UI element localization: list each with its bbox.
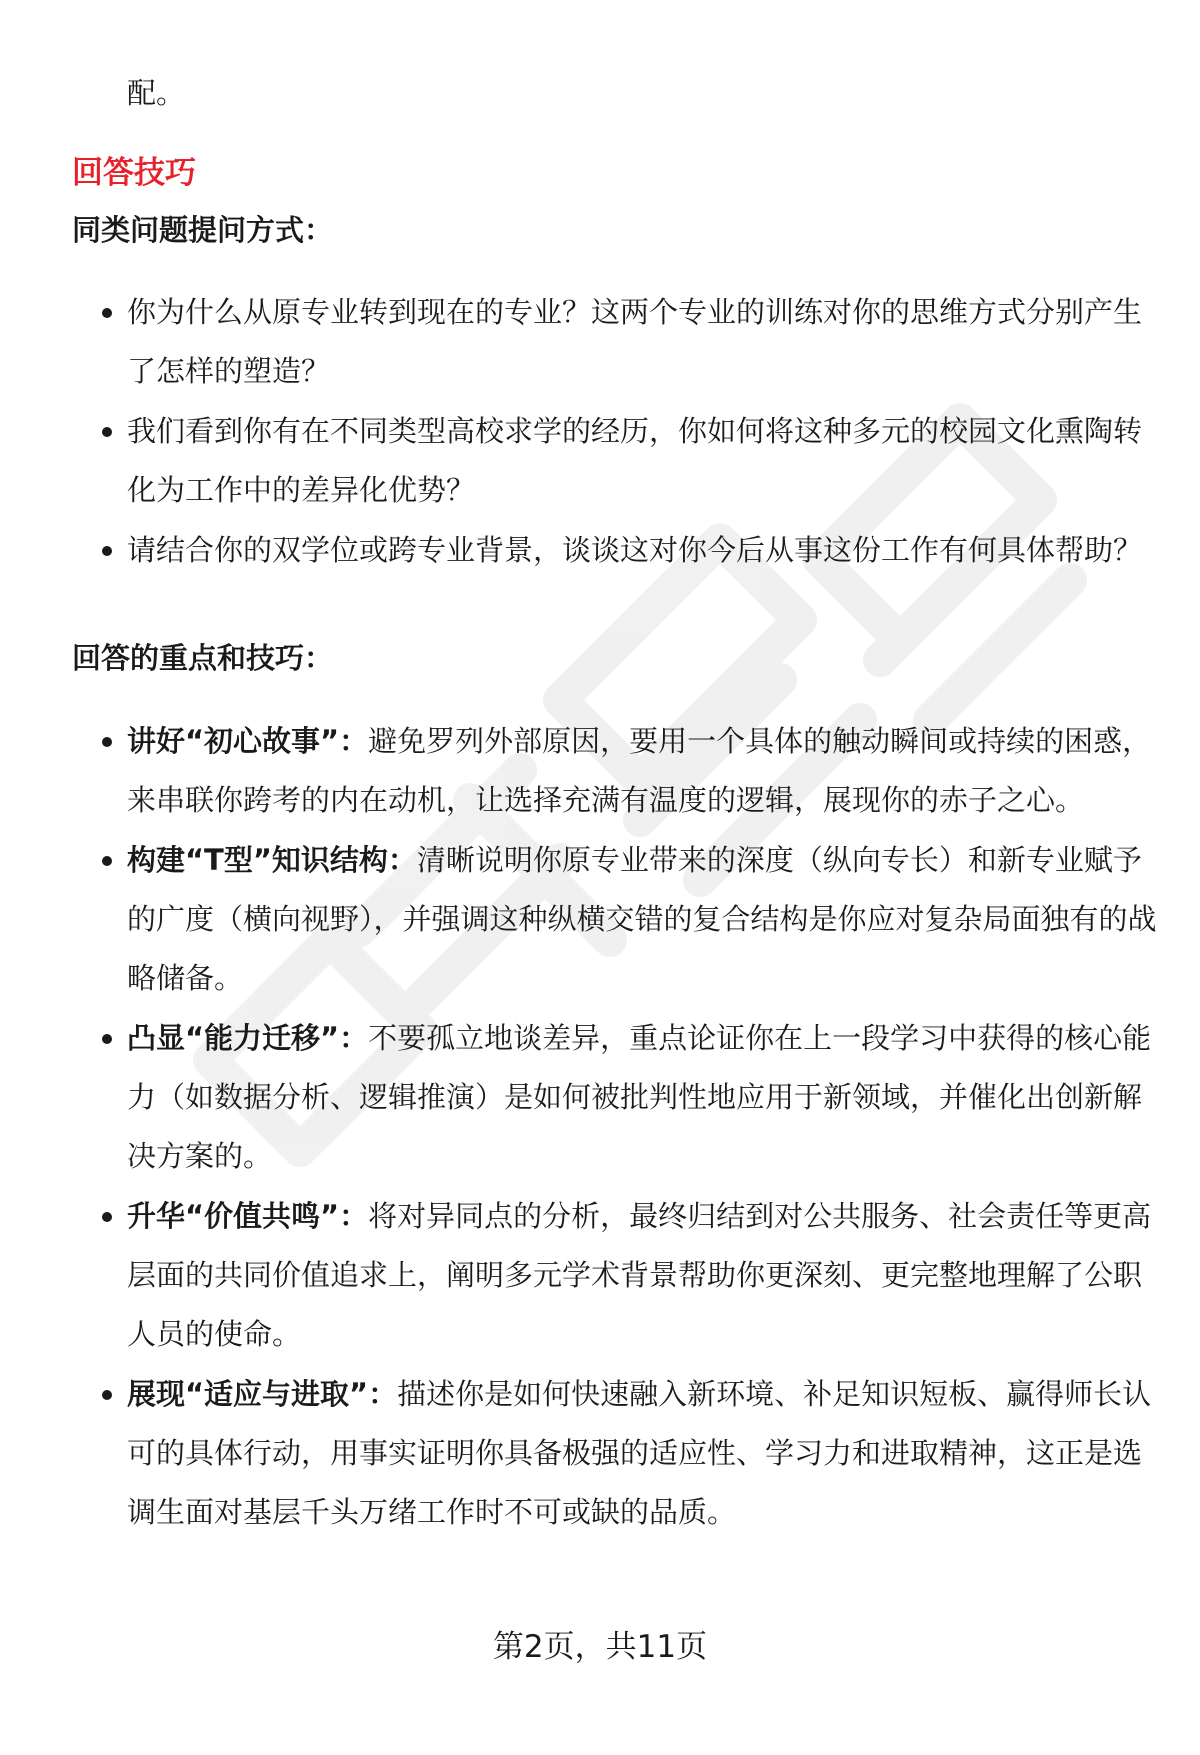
question-text: 你为什么从原专业转到现在的专业？这两个专业的训练对你的思维方式分别产生了怎样的塑造？ [127, 295, 1143, 388]
continuation-text: 配。 [127, 76, 186, 110]
list-item [72, 831, 1162, 1008]
list-item [72, 712, 1162, 830]
bullet-icon [102, 427, 112, 437]
tip-keyword: 展现“适应与进取”： [127, 1377, 398, 1411]
question-text: 请结合你的双学位或跨专业背景，谈谈这对你今后从事这份工作有何具体帮助？ [127, 533, 1143, 567]
tip-keyword: 凸显“能力迁移”： [127, 1021, 369, 1055]
list-item [72, 402, 1162, 520]
tip-keyword: 构建“T型”知识结构： [127, 843, 417, 877]
question-text: 我们看到你有在不同类型高校求学的经历，你如何将这种多元的校园文化熏陶转化为工作中的差异化优势？ [127, 414, 1143, 507]
list-item [72, 1365, 1162, 1542]
tip-keyword: 讲好“初心故事”： [127, 724, 369, 758]
tip-text: 描述你是如何快速融入新环境、补足知识短板、赢得师长认可的具体行动，用事实证明你具备极强的适应性、学习力和进取精神，这正是选调生面对基层千头万绪工作时不可或缺的品质。 [127, 1377, 1152, 1529]
similar-questions-heading: 同类问题提问方式： [72, 213, 334, 247]
tips-list [72, 712, 1162, 1543]
bullet-icon [102, 737, 112, 747]
bullet-icon [102, 1390, 112, 1400]
page-number: 第2页，共11页 [492, 1629, 708, 1665]
list-item [72, 1187, 1162, 1364]
tips-heading: 回答的重点和技巧： [72, 641, 334, 675]
bullet-icon [102, 308, 112, 318]
bullet-icon [102, 1212, 112, 1222]
bullet-icon [102, 856, 112, 866]
list-item [72, 283, 1162, 401]
tip-text: 避免罗列外部原因，要用一个具体的触动瞬间或持续的困惑，来串联你跨考的内在动机，让选择充满有温度的逻辑，展现你的赤子之心。 [127, 724, 1152, 817]
tip-text: 清晰说明你原专业带来的深度（纵向专长）和新专业赋予的广度（横向视野），并强调这种纵横交错的复合结构是你应对复杂局面独有的战略储备。 [127, 843, 1157, 995]
tip-text: 将对异同点的分析，最终归结到对公共服务、社会责任等更高层面的共同价值追求上，阐明多元学术背景帮助你更深刻、更完整地理解了公职人员的使命。 [127, 1199, 1152, 1351]
tip-keyword: 升华“价值共鸣”： [127, 1199, 369, 1233]
list-item [72, 521, 1162, 580]
bullet-icon [102, 546, 112, 556]
similar-questions-list [72, 283, 1162, 581]
tip-text: 不要孤立地谈差异，重点论证你在上一段学习中获得的核心能力（如数据分析、逻辑推演）是如何被批判性地应用于新领域，并催化出创新解决方案的。 [127, 1021, 1152, 1173]
section-title: 回答技巧 [72, 155, 196, 191]
bullet-icon [102, 1034, 112, 1044]
list-item [72, 1009, 1162, 1186]
